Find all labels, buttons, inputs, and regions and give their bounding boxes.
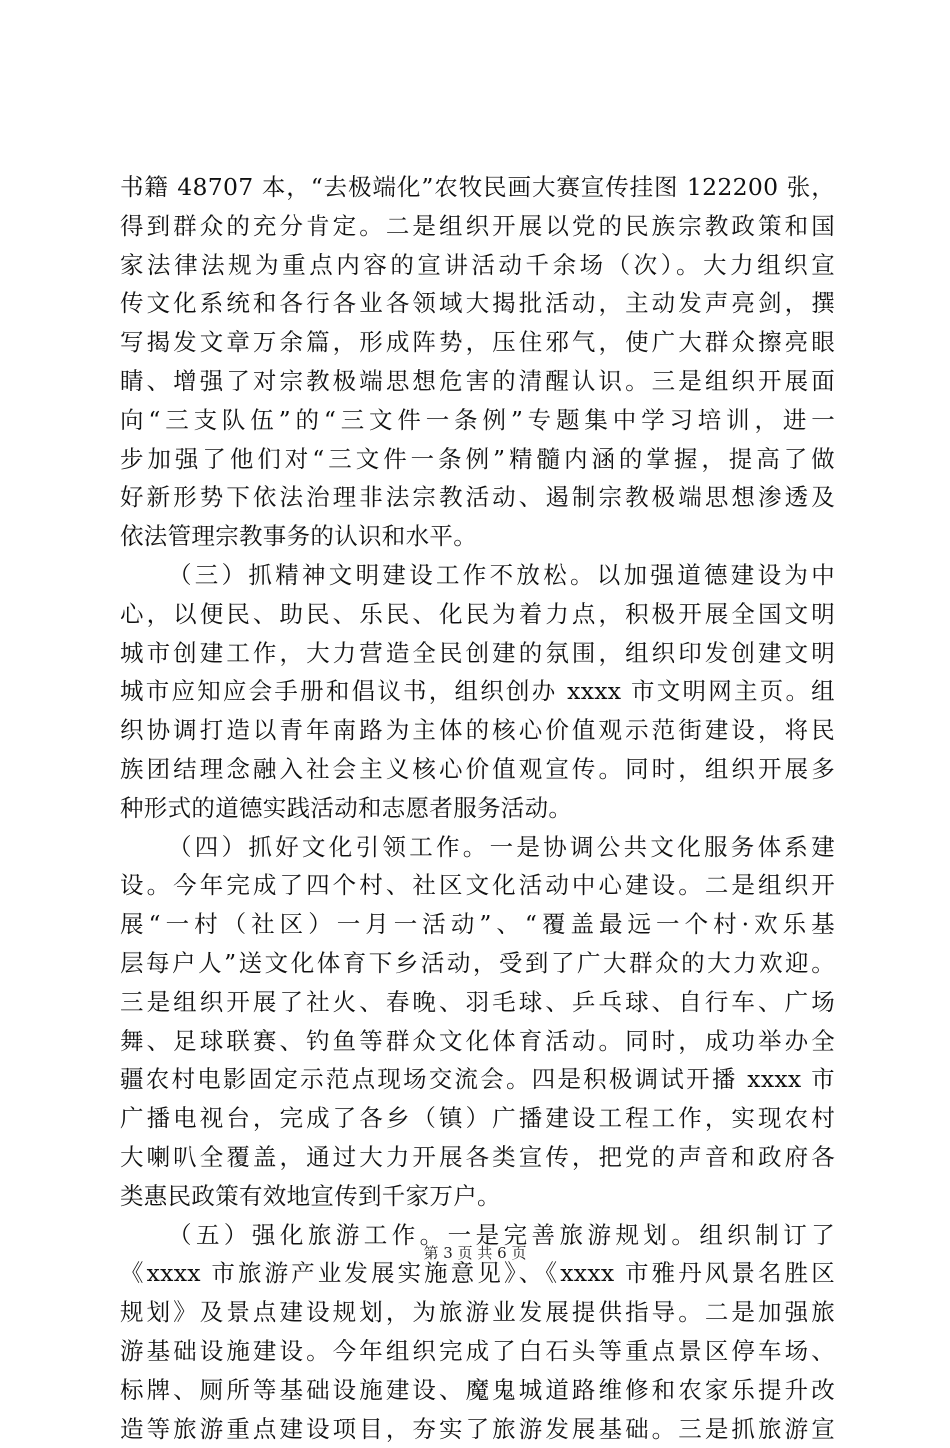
paragraph-heading-line: （五）强化旅游工作。一是完善旅游规划。组织制订了: [120, 1216, 835, 1255]
text-line: 疆农村电影固定示范点现场交流会。四是积极调试开播 xxxx 市: [120, 1060, 835, 1099]
text-line: 三是组织开展了社火、春晚、羽毛球、乒乓球、自行车、广场: [120, 983, 835, 1022]
text-line: 造等旅游重点建设项目，夯实了旅游发展基础。三是抓旅游宣: [120, 1410, 835, 1448]
text-line: 规划》及景点建设规划，为旅游业发展提供指导。二是加强旅: [120, 1293, 835, 1332]
text-line: 写揭发文章万余篇，形成阵势，压住邪气，使广大群众擦亮眼: [120, 323, 835, 362]
text-line: 城市应知应会手册和倡议书，组织创办 xxxx 市文明网主页。组: [120, 672, 835, 711]
text-line: 设。今年完成了四个村、社区文化活动中心建设。二是组织开: [120, 866, 835, 905]
text-line: 心，以便民、助民、乐民、化民为着力点，积极开展全国文明: [120, 595, 835, 634]
text-line: 向“三支队伍”的“三文件一条例”专题集中学习培训，进一: [120, 401, 835, 440]
text-line: 种形式的道德实践活动和志愿者服务活动。: [120, 789, 835, 828]
text-line: 织协调打造以青年南路为主体的核心价值观示范街建设，将民: [120, 711, 835, 750]
text-line: 《xxxx 市旅游产业发展实施意见》、《xxxx 市雅丹风景名胜区: [120, 1254, 835, 1293]
text-line: 好新形势下依法治理非法宗教活动、遏制宗教极端思想渗透及: [120, 478, 835, 517]
text-line: 家法律法规为重点内容的宣讲活动千余场（次）。大力组织宣: [120, 246, 835, 285]
text-line: 舞、足球联赛、钓鱼等群众文化体育活动。同时，成功举办全: [120, 1022, 835, 1061]
text-line: 层每户人”送文化体育下乡活动，受到了广大群众的大力欢迎。: [120, 944, 835, 983]
text-line: 标牌、厕所等基础设施建设、魔鬼城道路维修和农家乐提升改: [120, 1371, 835, 1410]
text-line: 类惠民政策有效地宣传到千家万户。: [120, 1177, 835, 1216]
text-line: 广播电视台，完成了各乡（镇）广播建设工程工作，实现农村: [120, 1099, 835, 1138]
text-line: 展“一村（社区）一月一活动”、“覆盖最远一个村·欢乐基: [120, 905, 835, 944]
text-line: 依法管理宗教事务的认识和水平。: [120, 517, 835, 556]
text-line: 睛、增强了对宗教极端思想危害的清醒认识。三是组织开展面: [120, 362, 835, 401]
paragraph-heading-line: （四）抓好文化引领工作。一是协调公共文化服务体系建: [120, 828, 835, 867]
text-line: 步加强了他们对“三文件一条例”精髓内涵的掌握，提高了做: [120, 440, 835, 479]
text-line: 大喇叭全覆盖，通过大力开展各类宣传，把党的声音和政府各: [120, 1138, 835, 1177]
text-line: 书籍 48707 本，“去极端化”农牧民画大赛宣传挂图 122200 张，: [120, 168, 835, 207]
text-line: 传文化系统和各行各业各领域大揭批活动，主动发声亮剑，撰: [120, 284, 835, 323]
text-line: 城市创建工作，大力营造全民创建的氛围，组织印发创建文明: [120, 634, 835, 673]
text-line: 族团结理念融入社会主义核心价值观宣传。同时，组织开展多: [120, 750, 835, 789]
page-number-footer: 第 3 页 共 6 页: [0, 1242, 950, 1263]
text-line: 得到群众的充分肯定。二是组织开展以党的民族宗教政策和国: [120, 207, 835, 246]
paragraph-heading-line: （三）抓精神文明建设工作不放松。以加强道德建设为中: [120, 556, 835, 595]
text-line: 游基础设施建设。今年组织完成了白石头等重点景区停车场、: [120, 1332, 835, 1371]
